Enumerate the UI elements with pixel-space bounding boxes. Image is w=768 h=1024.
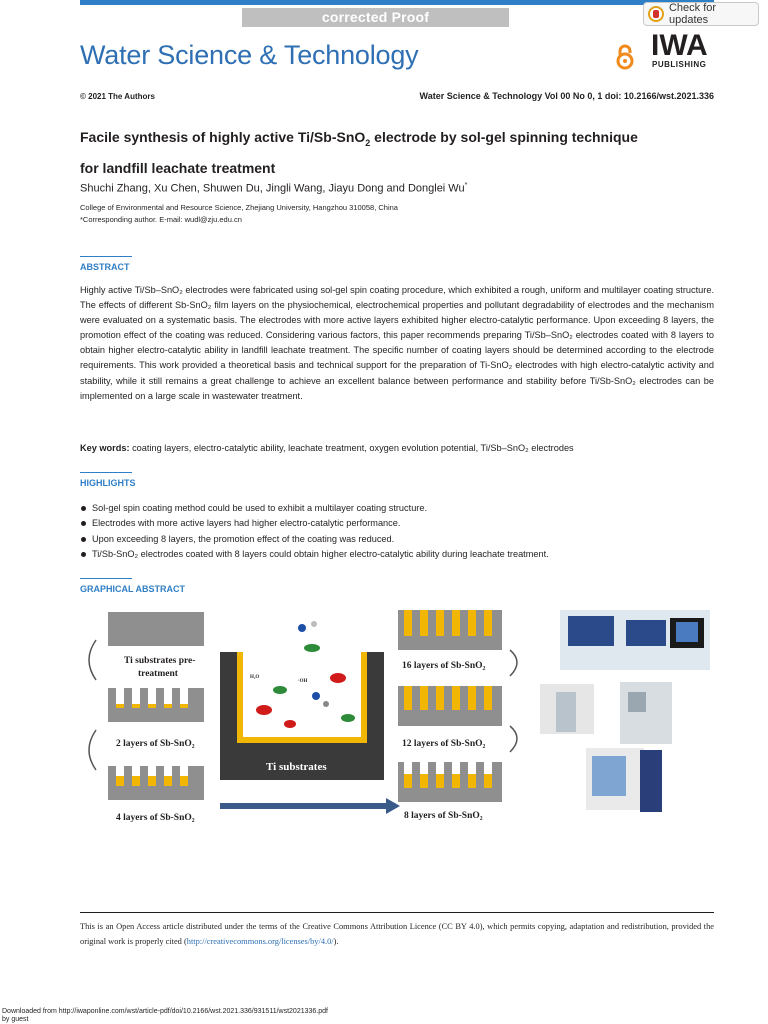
title-subscript: 2 <box>365 137 371 148</box>
chamber-instrument-icon <box>586 748 662 812</box>
graphical-abstract-figure <box>80 600 714 830</box>
highlight-item: Electrodes with more active layers had higher electro-catalytic performance. <box>80 516 549 531</box>
journal-title: Water Science & Technology <box>80 40 419 70</box>
curved-arrow-icon <box>510 726 517 752</box>
label-4-layers: 4 layers of Sb-SnO₂ <box>116 813 195 823</box>
substrate-2-layers <box>108 688 204 722</box>
arrow-head-icon <box>386 798 400 814</box>
curved-arrow-icon <box>89 640 96 680</box>
author-list <box>80 182 467 195</box>
keywords-label: Key words: <box>80 443 130 453</box>
label-12-layers: 12 layers of Sb-SnO₂ <box>402 739 486 749</box>
iwa-publishing-label: PUBLISHING <box>652 60 707 69</box>
download-notice <box>2 1008 328 1024</box>
curved-arrow-icon <box>89 730 96 770</box>
corrected-proof-banner: corrected Proof <box>242 8 509 27</box>
substrate-pretreat <box>108 612 204 646</box>
keywords <box>80 443 714 453</box>
laptop-instrument-icon <box>560 610 710 670</box>
title-part-2: electrode by sol-gel spinning technique <box>370 129 638 145</box>
label-pretreat-2: treatment <box>138 669 178 679</box>
author-mark: * <box>464 182 468 189</box>
affiliation <box>80 202 398 226</box>
check-for-updates-label: Check for updates <box>668 2 717 26</box>
bookmark-icon <box>648 6 664 22</box>
license-end: ). <box>333 937 339 946</box>
highlight-item: Sol-gel spin coating method could be used to exhibit a multilayer coating structure. <box>80 501 549 516</box>
substrate-12-layers <box>398 686 502 726</box>
analyzer-instrument-icon <box>540 682 672 744</box>
label-8-layers: 8 layers of Sb-SnO₂ <box>404 811 483 821</box>
copyright-notice: © 2021 The Authors <box>80 92 155 101</box>
footer-rule <box>80 912 714 913</box>
affiliation-line: College of Environmental and Resource Science, Zhejiang University, Hangzhou 310058, China <box>80 203 398 212</box>
open-access-icon <box>615 44 635 70</box>
highlights-heading: HIGHLIGHTS <box>80 478 136 488</box>
title-line-2: for landfill leachate treatment <box>80 159 276 176</box>
label-oh: ·OH <box>298 679 308 684</box>
corresponding-author: *Corresponding author. E-mail: wudl@zju.edu.cn <box>80 215 242 224</box>
ti-substrate-diagram <box>220 621 384 780</box>
authors-text: Shuchi Zhang, Xu Chen, Shuwen Du, Jingli Wang, Jiayu Dong and Donglei Wu <box>80 182 465 195</box>
substrate-8-layers <box>398 762 502 802</box>
label-2-layers: 2 layers of Sb-SnO₂ <box>116 739 195 749</box>
journal-citation: Water Science & Technology Vol 00 No 0, 1 doi: 10.2166/wst.2021.336 <box>419 91 714 101</box>
title-part-1: Facile synthesis of highly active Ti/Sb-SnO <box>80 129 366 145</box>
label-h2o: H₂O <box>250 675 260 680</box>
abstract-text: Highly active Ti/Sb–SnO₂ electrodes were fabricated using sol-gel spin coating procedure, which exhibited a rough, uniform and multilayer coating structure. The effects of different Sb-SnO₂ film layers on the physiochemical, electrochemical properties and pollutant degradability of electrodes and the mechanism were evaluated on a systematic basis. The electrodes with more active layers exhibited higher electro-catalytic performance. Upon exceeding 8 layers, the promotion effect of the coating was reduced. Considering various factors, this paper recommends preparing Ti/Sb–SnO₂ electrodes coated with 8 layers to obtain higher electro-catalytic ability in landfill leachate treatment. The specific number of coating layers should be determined according to the electrode requirements. This work provided a theoretical basis and technical support for the preparation of Ti-SnO₂ electrodes with high electro-catalytic activity and stability, while it still remains a great challenge to achieve an excellent balance between performance and stability before Ti/Sb-SnO₂ electrodes can be implemented on a large scale in wastewater treatment. <box>80 285 714 401</box>
highlight-item: Ti/Sb-SnO₂ electrodes coated with 8 layers could obtain higher electro-catalytic ability during leachate treatment. <box>80 547 549 562</box>
iwa-logo-text: IWA <box>651 29 708 62</box>
download-line-1: Downloaded from http://iwaponline.com/wst/article-pdf/doi/10.2166/wst.2021.336/931511/wst2021336.pdf <box>2 1008 328 1015</box>
keywords-text: coating layers, electro-catalytic ability, leachate treatment, oxygen evolution potential, Ti/Sb–SnO₂ electrodes <box>129 443 574 453</box>
abstract-heading: ABSTRACT <box>80 262 130 272</box>
label-ti-substrates: Ti substrates <box>266 761 327 773</box>
label-16-layers: 16 layers of Sb-SnO₂ <box>402 661 486 671</box>
substrate-16-layers <box>398 610 502 650</box>
top-accent-rule <box>80 0 714 5</box>
abstract-rule <box>80 256 132 257</box>
graphical-abstract-rule <box>80 578 132 579</box>
license-note <box>80 919 714 949</box>
graphical-abstract-heading: GRAPHICAL ABSTRACT <box>80 584 185 594</box>
article-title <box>80 125 700 181</box>
download-line-2: by guest <box>2 1016 29 1023</box>
check-for-updates-button[interactable] <box>643 2 759 26</box>
highlights-rule <box>80 472 132 473</box>
license-link[interactable]: http://creativecommons.org/licenses/by/4.0/ <box>186 937 334 946</box>
license-text: This is an Open Access article distributed under the terms of the Creative Commons Attribution Licence (CC BY 4.0), which permits copying, adaptation and redistribution, provided the original work is properly cited ( <box>80 922 714 946</box>
label-pretreat-1: Ti substrates pre- <box>124 656 196 666</box>
highlights-list <box>80 501 549 563</box>
highlight-item: Upon exceeding 8 layers, the promotion effect of the coating was reduced. <box>80 532 549 547</box>
curved-arrow-icon <box>510 650 517 676</box>
substrate-4-layers <box>108 766 204 800</box>
